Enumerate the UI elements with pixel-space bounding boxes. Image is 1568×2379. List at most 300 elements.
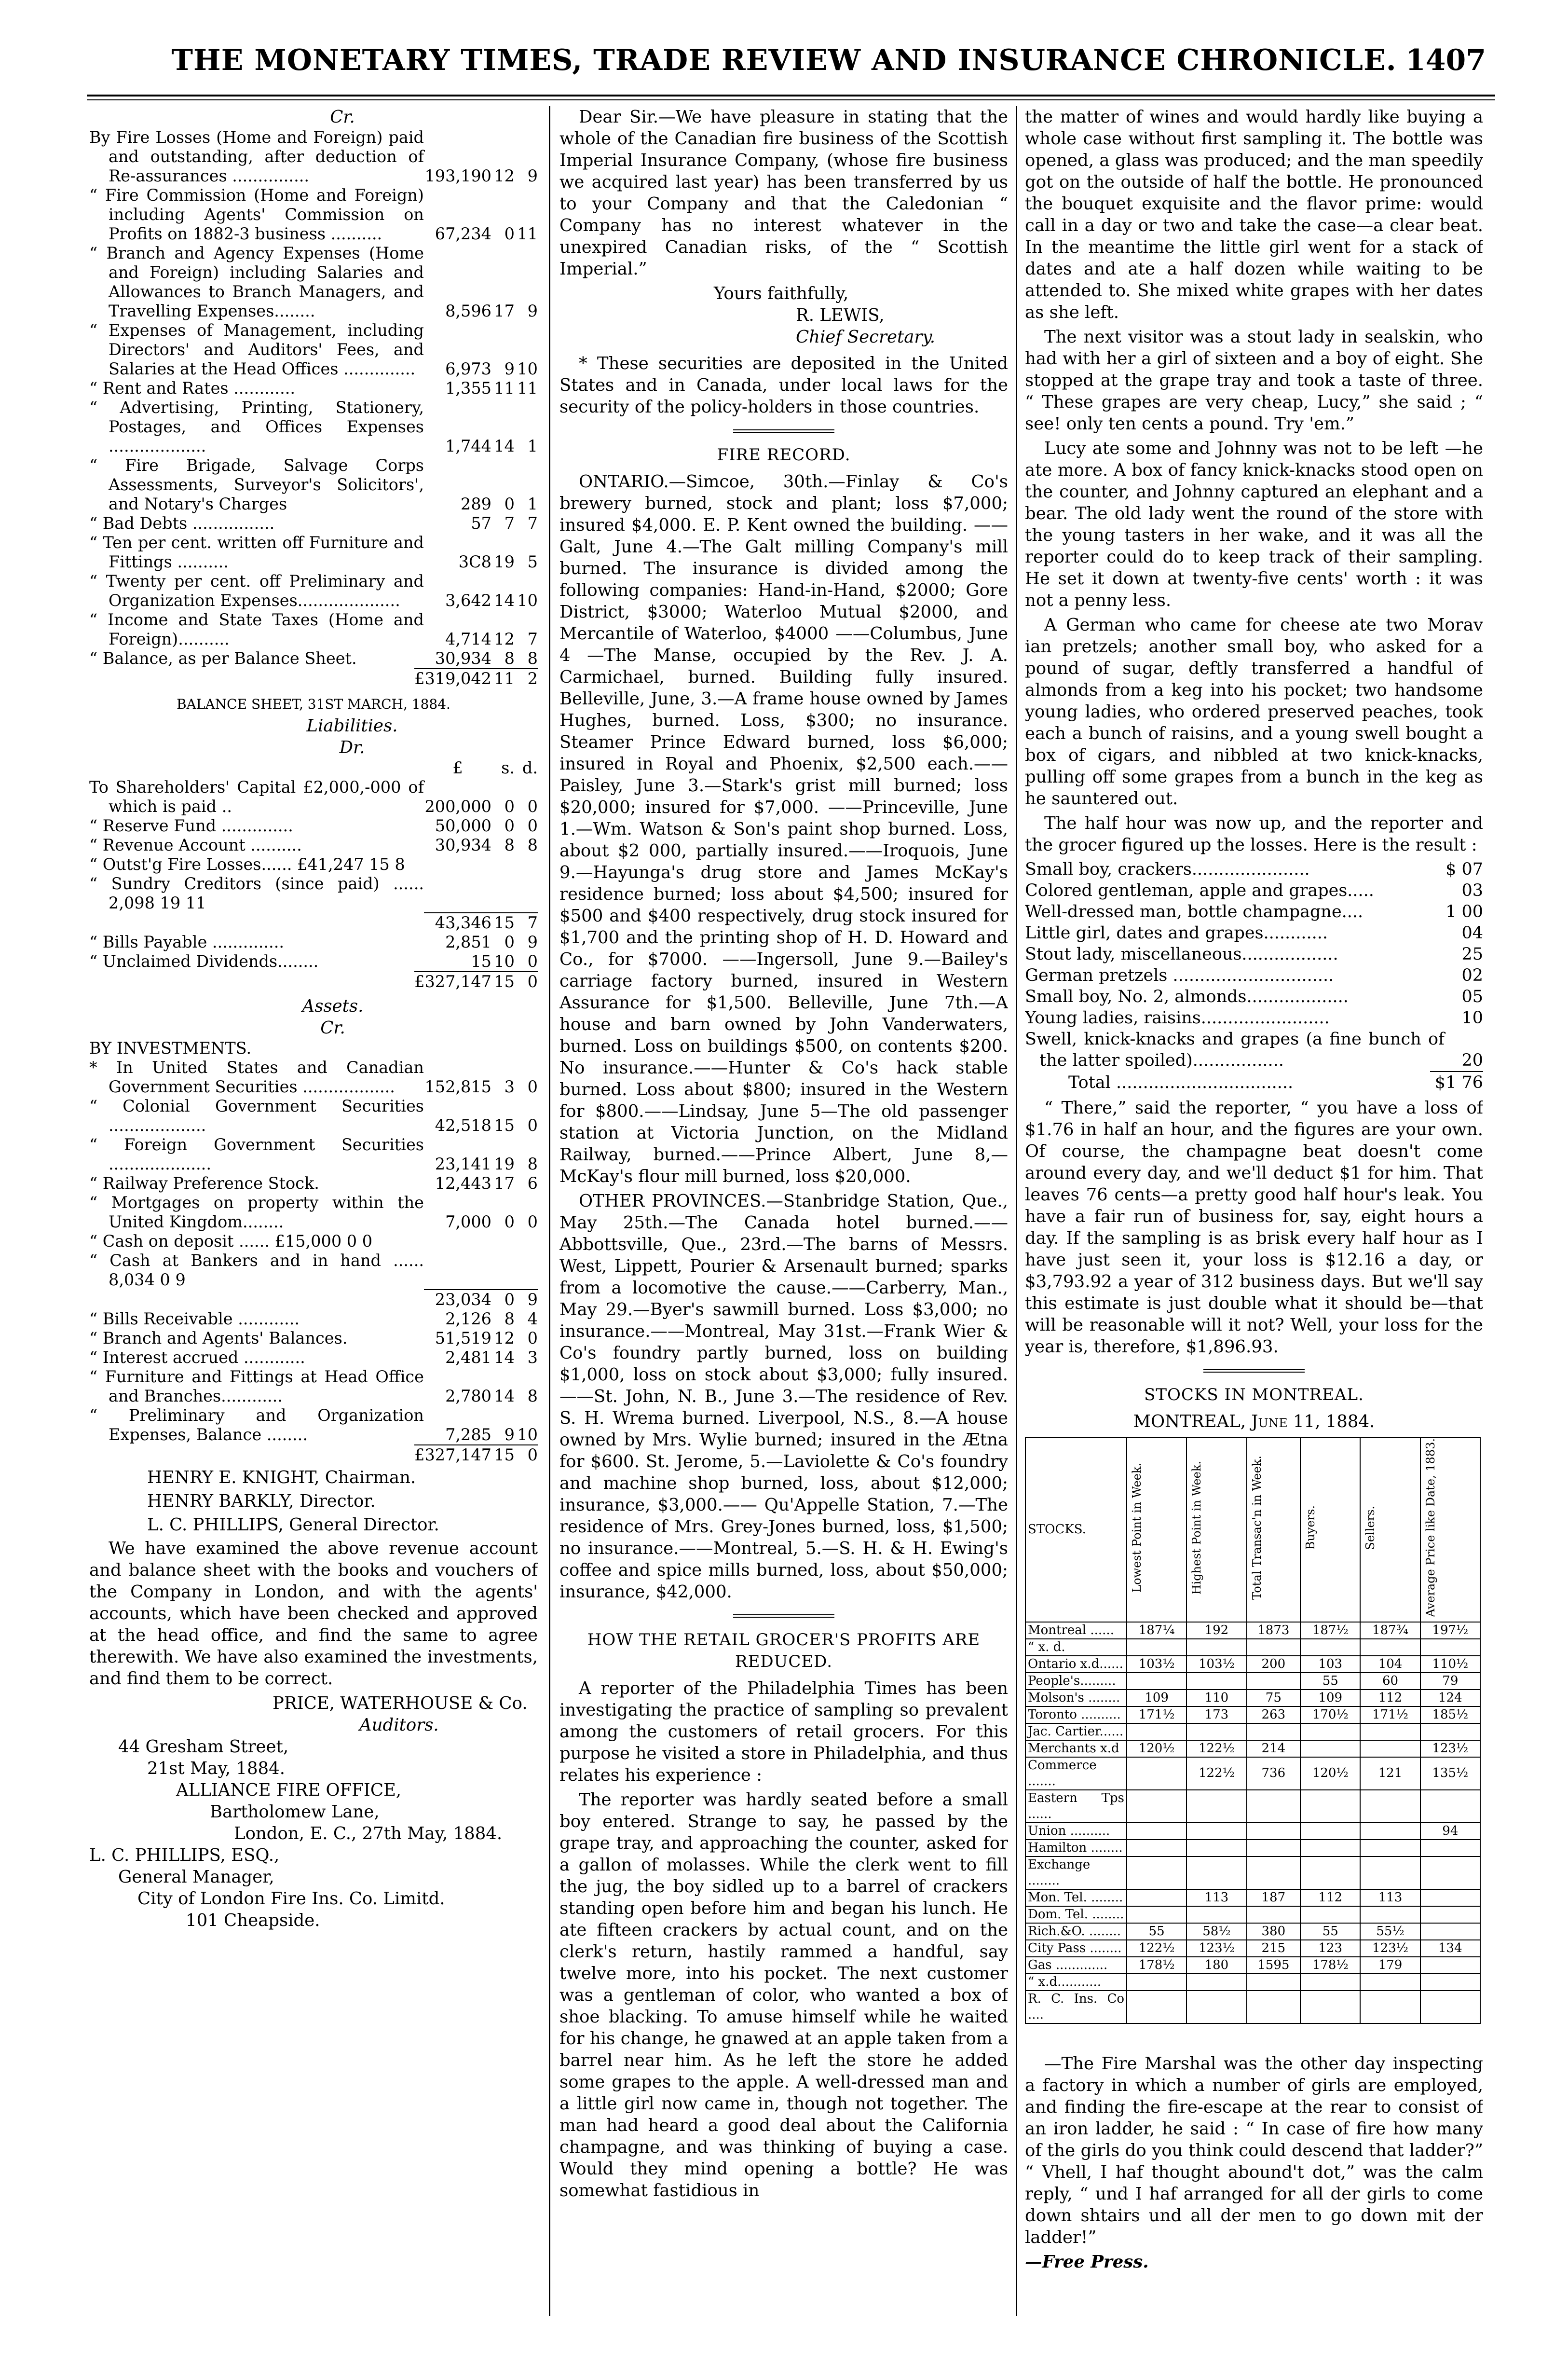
ledger-label: To Shareholders' Capital £2,000,-000 of which is paid .. [89,778,424,816]
ledger-value: 9 [504,359,515,378]
column-2 [559,106,1008,2316]
ledger-row [89,933,538,952]
stock-value [1420,1639,1480,1656]
recipient-name: L. C. PHILLIPS, ESQ., [89,1845,280,1865]
letter-signer: R. LEWIS, [796,305,885,325]
stock-name: Toronto .......... [1025,1706,1127,1723]
ledger-row [89,1174,538,1193]
ledger-row [89,514,538,533]
ledger-value: 5 [527,552,538,571]
grocer-article-continued: the matter of wines and would hardly like buying a whole case without first sampling it. The bottle was opened, a glass was produced; and the man speedily got on the outside of half the bottle. He pronounced the bouquet exquisite and the flavor prime: would call in a day or two and take the case—a clear beat. In the meantime the little girl went for a stack of dates and ate a half dozen while waiting to be attended to. She mixed white grapes with her dates as she left. [1025,107,1483,322]
stock-value: 103 [1300,1656,1360,1673]
ledger-value: 1,744 [445,437,491,455]
letter-body: Dear Sir.—We have pleasure in stating that the whole of the Canadian fire business of the Scottish Imperial Insurance Company, (whose fire business we acquired last year) has been transferred by us to your Company and that the Caledonian “ Company has no interest whatever in the unexpired Canadian risks, of the “ Scottish Imperial.” [559,107,1008,279]
stock-name: Ontario x.d...... [1025,1656,1127,1673]
stocks-row [1025,1656,1480,1673]
header-rule-thin [87,99,1495,100]
grocer-article-paragraph: A reporter of the Philadelphia Times has been investigating the practice of sampling so prevalent among the customers of retail grocers. For this purpose he visited a store in Philadelphia, and thus relates his experience : [559,1678,1008,1785]
stock-value [1247,1840,1301,1856]
ledger-label: “ Bills Payable .............. [89,933,284,951]
ledger-value: 2,780 [445,1387,491,1405]
ledger-row [89,952,538,971]
ledger-label: BY INVESTMENTS. [89,1039,252,1058]
stock-value [1360,1639,1420,1656]
stock-value: 736 [1247,1757,1301,1790]
stock-value: 60 [1360,1673,1420,1690]
stock-value [1360,1740,1420,1757]
stock-value [1300,1840,1360,1856]
section-separator [733,429,834,433]
stock-value: 178½ [1300,1957,1360,1974]
ledger-value: 15 [471,952,491,971]
ledger-row [89,1135,538,1174]
ledger-value [491,1039,515,1058]
stock-value [1186,1906,1246,1923]
ledger-label: “ Foreign Government Securities .................... [89,1135,424,1173]
stock-name: People's......... [1025,1673,1127,1690]
stock-value [1127,1757,1186,1790]
loss-row [1025,1029,1483,1071]
revenue-account-table [89,128,538,668]
loss-label: Young ladies, raisins........................ [1025,1008,1330,1028]
ledger-value: 0 [504,1212,515,1231]
ledger-label: “ Fire Brigade, Salvage Corps Assessments, Surveyor's Solicitors', and Notary's Charges [89,456,424,513]
ledger-value: 7 [527,630,538,648]
ledger-label: “ Unclaimed Dividends........ [89,952,319,971]
stock-value: 104 [1360,1656,1420,1673]
ledger-label: “ Bad Debts ................ [89,514,275,533]
ledger-value: 7,000 [445,1212,491,1231]
ledger-value: 0 [527,1116,538,1135]
stock-value [1127,1840,1186,1856]
ledger-row [89,186,538,244]
stock-value: 192 [1186,1622,1246,1639]
stock-value [1360,1723,1420,1740]
stock-value [1420,1974,1480,1991]
stocks-date: MONTREAL, June 11, 1884. [1133,1412,1375,1431]
ledger-value: 0 [491,1290,515,1309]
stock-value: 94 [1420,1823,1480,1840]
ledger-value: 12 [494,1329,515,1348]
stock-value: 380 [1247,1923,1301,1940]
assets-cr-heading: Cr. [320,1018,345,1038]
ledger-value [515,874,538,913]
ledger-row [89,1290,538,1309]
stock-value [1300,1790,1360,1823]
stocks-row [1025,1906,1480,1923]
stocks-column-label: Highest Point in Week. [1190,1460,1204,1595]
stock-value [1247,1991,1301,2023]
loss-label: Small boy, crackers...................... [1025,860,1310,879]
ledger-value: 15 [491,913,515,933]
ledger-value: 23,034 [424,1290,491,1309]
loss-label: Swell, knick-knacks and grapes (a fine bunch of the latter spoiled)................. [1025,1030,1445,1070]
section-separator [733,1614,834,1618]
recipient-company: City of London Fire Ins. Co. Limitd. [137,1889,445,1909]
audit-statement: We have examined the above revenue account and balance sheet with the books and vouchers of the Company in London, and with the agents' accounts, which have been checked and approved at the head office, and find the same to agree therewith. We have also examined the investments, and find them to be correct. [89,1539,538,1689]
header-rule [87,95,1495,96]
address-date: 21st May, 1884. [147,1759,285,1778]
ledger-row [89,1058,538,1097]
ledger-row [89,816,538,836]
loss-label: German pretzels .............................. [1025,966,1334,985]
ledger-value: 3C8 [458,552,491,571]
stock-name: Merchants x.d [1025,1740,1127,1757]
stock-value: 123½ [1360,1940,1420,1957]
loss-label: Well-dressed man, bottle champagne.... [1025,902,1363,921]
losses-table [1025,859,1483,1071]
liabilities-heading: Liabilities. [306,716,398,736]
ledger-value: 19 [494,1155,515,1173]
ledger-row [89,456,538,514]
stock-value: 123½ [1186,1940,1246,1957]
address-line: 44 Gresham Street, [118,1737,289,1757]
stock-value: 120½ [1127,1740,1186,1757]
stocks-column-label: STOCKS. [1028,1522,1086,1537]
stock-value: 55½ [1360,1923,1420,1940]
stock-value [1420,1991,1480,2023]
revenue-cr-heading: Cr. [330,107,355,127]
stock-value: 1873 [1247,1622,1301,1639]
ledger-value: 12 [494,630,515,648]
stock-value: 109 [1127,1690,1186,1706]
stock-name: Commerce ....... [1025,1757,1127,1790]
ledger-value: £319,042 [414,669,491,688]
stocks-row [1025,1856,1480,1889]
stock-value [1300,1740,1360,1757]
ledger-value: 3 [504,1077,515,1096]
dr-heading: Dr. [339,738,365,757]
stock-name: Molson's ........ [1025,1690,1127,1706]
ledger-value: 0 [504,495,515,513]
ledger-label: “ Fire Commission (Home and Foreign) including Agents' Commission on Profits on 1882-3 business .......... [89,186,424,243]
ledger-row [89,913,538,933]
stock-value [1300,1991,1360,2023]
ledger-row [89,1251,538,1290]
stock-value: 122½ [1127,1940,1186,1957]
ledger-value: 152,815 [424,1077,491,1096]
stock-value: 134 [1420,1940,1480,1957]
losses-total-label: Total ................................. [1068,1073,1294,1092]
ledger-value: 14 [494,591,515,610]
page-header [72,29,1496,92]
ledger-row [89,1193,538,1232]
stock-name: Hamilton ........ [1025,1840,1127,1856]
ledger-value [491,874,515,913]
ledger-value: 8 [504,1309,515,1328]
ledger-row [89,1329,538,1348]
stock-name: Gas ............. [1025,1957,1127,1974]
stock-value [1127,1889,1186,1906]
loss-value: 04 [1461,923,1483,943]
loss-row [1025,986,1483,1007]
ledger-value: 57 [471,514,491,533]
ledger-label: “ Rent and Rates ............ [89,379,296,398]
ledger-value: 11 [491,669,515,688]
stock-value [1247,1673,1301,1690]
ledger-label: “ Sundry Creditors (since paid) ...... 2,098 19 11 [89,874,424,912]
alliance-office: ALLIANCE FIRE OFFICE, [176,1780,402,1800]
liabilities-table [89,778,538,971]
stock-value: 124 [1420,1690,1480,1706]
stocks-row [1025,1639,1480,1656]
page-number: 1407 [1405,43,1486,77]
ledger-value: 193,190 [424,166,491,185]
stocks-column-header [1300,1438,1360,1622]
column-headings [89,758,538,778]
stock-value [1360,1790,1420,1823]
loss-row [1025,859,1483,880]
stock-value [1247,1723,1301,1740]
ledger-value: 0 [504,224,515,243]
ledger-value: 10 [517,1425,538,1444]
stock-value: 200 [1247,1656,1301,1673]
ledger-value: 12,443 [435,1174,491,1193]
ledger-label: “ Branch and Agency Expenses (Home and Foreign) including Salaries and Allowances to Branch Managers, and Travelling Expenses........ [89,244,424,320]
ledger-label: “ Colonial Government Securities ................... [89,1097,424,1135]
fire-marshal-source: —Free Press. [1025,2252,1149,2272]
stocks-column-label: Lowest Point in Week. [1130,1462,1144,1593]
ledger-value: 43,346 [424,913,491,933]
assets-heading: Assets. [302,996,364,1016]
stock-value [1300,1974,1360,1991]
ledger-value: 0 [515,972,538,991]
stock-name: Jac. Cartier...... [1025,1723,1127,1740]
stocks-row [1025,1673,1480,1690]
stock-value: 215 [1247,1940,1301,1957]
stock-value [1360,1974,1420,1991]
stock-value: 185½ [1420,1706,1480,1723]
ledger-label: “ Furniture and Fittings at Head Office and Branches............ [89,1367,424,1405]
ledger-value: 0 [527,1212,538,1231]
ledger-value: 9 [527,166,538,185]
ledger-value [424,1232,491,1251]
ledger-row [89,1232,538,1251]
stock-value [1186,1673,1246,1690]
ledger-value: 17 [494,302,515,320]
alliance-date: London, E. C., 27th May, 1884. [234,1824,503,1843]
stock-name: City Pass ........ [1025,1940,1127,1957]
ledger-value: 10 [517,591,538,610]
ledger-row [89,778,538,816]
ledger-value [424,874,491,913]
stock-value: 179 [1360,1957,1420,1974]
ledger-value: 8,596 [445,302,491,320]
stock-name: Rich.&O. ........ [1025,1923,1127,1940]
loss-value: $ 07 [1445,860,1483,879]
journal-title: THE MONETARY TIMES, TRADE REVIEW AND INSURANCE CHRONICLE. [171,43,1397,77]
ledger-row [89,1406,538,1444]
stock-value: 173 [1186,1706,1246,1723]
ledger-label: “ Interest accrued ............ [89,1348,305,1367]
ledger-value [515,1039,538,1058]
ledger-label: “ Mortgages on property within the United Kingdom........ [89,1193,424,1231]
ledger-value: 0 [504,816,515,835]
stock-name: Eastern Tps ...... [1025,1790,1127,1823]
ledger-value: 11 [494,379,515,398]
ledger-value: 17 [494,1174,515,1193]
stocks-row [1025,1823,1480,1840]
losses-total-value: $1 76 [1430,1072,1483,1093]
stock-value: 110½ [1420,1656,1480,1673]
ledger-value: 10 [517,359,538,378]
ledger-value: 14 [494,1387,515,1405]
stocks-table [1025,1437,1481,2024]
ledger-row [89,398,538,456]
ledger-value: 7 [515,913,538,933]
stock-value [1360,1906,1420,1923]
stocks-row [1025,1622,1480,1639]
ledger-value: 8 [527,836,538,854]
stock-value [1360,1856,1420,1889]
ledger-value: £327,147 [414,1445,491,1464]
ledger-value: 15 [494,1116,515,1135]
stock-value [1300,1856,1360,1889]
stocks-row [1025,1974,1480,1991]
stock-name: Mon. Tel. ........ [1025,1889,1127,1906]
loss-label: Little girl, dates and grapes............ [1025,923,1328,943]
stock-value [1127,1823,1186,1840]
stock-value [1247,1639,1301,1656]
ledger-value: 4 [527,1309,538,1328]
stock-value: 58½ [1186,1923,1246,1940]
grocer-article-paragraph: “ There,” said the reporter, “ you have a loss of $1.76 in half an hour, and the figures are your own. Of course, the champagne beat doesn't come around every day, and we'll deduct $1 for him. That leaves 76 cents—a pretty good half hour's leak. You have a fair run of business for, say, eight hours a day. If the sampling is as brisk every half hour as I have just seen it, your loss is $12.16 a day, or $3,793.92 a year of 312 business days. But we'll say this estimate is just double what it should be—that will be reasonable will it not? Well, your loss for the year is, therefore, $1,896.93. [1025,1098,1483,1357]
loss-label: Colored gentleman, apple and grapes..... [1025,881,1374,900]
section-separator [1203,1369,1305,1373]
ledger-value: 0 [527,816,538,835]
stock-value [1186,1974,1246,1991]
ledger-value: 2,126 [445,1309,491,1328]
letter-closing: Yours faithfully, [714,284,849,303]
ledger-value: 4,714 [445,630,491,648]
stock-value [1186,1790,1246,1823]
stocks-row [1025,1723,1480,1740]
grocer-article-paragraph: Lucy ate some and Johnny was not to be left —he ate more. A box of fancy knick-knacks stood open on the counter, and Johnny captured an elephant and a bear. The old lady went the round of the store with the young tasters in her wake, and it was all the reporter could do to keep track of their sampling. He set it down at twenty-five cents' worth : it was not a penny less. [1025,439,1483,610]
stock-name: Montreal ...... [1025,1622,1127,1639]
stock-value [1127,1723,1186,1740]
stock-value [1420,1790,1480,1823]
stock-value: 55 [1127,1923,1186,1940]
ledger-value [424,1039,491,1058]
ledger-value [424,1251,491,1290]
ledger-value: 7,285 [445,1425,491,1444]
losses-total-row [1025,1071,1483,1093]
stock-value: 1595 [1247,1957,1301,1974]
ledger-value: 6 [527,1174,538,1193]
loss-row [1025,880,1483,901]
stock-value [1420,1889,1480,1906]
ledger-row [89,649,538,668]
ledger-value: 2,851 [445,933,491,951]
grocer-article-paragraph: A German who came for cheese ate two Morav ian pretzels; another small boy, who asked for a pound of sugar, deftly transferred a handful of almonds from a keg into his pocket; two handsome young ladies, who ordered preserved peaches, took each a bunch of raisins, and a young swell bought a box of cigars, and nibbled at two knick-knacks, pulling off some grapes from a bunch in the keg as he sauntered out. [1025,615,1483,809]
stocks-column-header [1186,1438,1246,1622]
ledger-value: 67,234 [435,224,491,243]
pounds-heading: £ [452,758,463,777]
ledger-value: 0 [527,797,538,816]
stock-value [1247,1856,1301,1889]
assets-total [89,1444,538,1465]
stock-name: Exchange ........ [1025,1856,1127,1889]
stock-value [1300,1639,1360,1656]
stock-value: 187¾ [1360,1622,1420,1639]
ledger-label: “ Outst'g Fire Losses...... £41,247 15 8 [89,855,405,874]
stock-value: 110 [1186,1690,1246,1706]
stock-value [1420,1856,1480,1889]
ledger-value: 42,518 [435,1116,491,1135]
grocer-article-paragraph: The next visitor was a stout lady in sealskin, who had with her a girl of sixteen and a boy of eight. She stopped at the grape tray and took a taste of three. “ These grapes are very cheap, Lucy,” she said ; “ see! only ten cents a pound. Try 'em.” [1025,327,1483,434]
stock-value: 122½ [1186,1740,1246,1757]
stock-value: 103½ [1186,1656,1246,1673]
ledger-value: 2 [515,669,538,688]
signature-director: HENRY BARKLY, Director. [147,1491,376,1511]
grocer-article-heading: HOW THE RETAIL GROCER'S PROFITS ARE REDUCED. [587,1630,981,1671]
stocks-column-header [1127,1438,1186,1622]
ledger-value: 0 [515,1445,538,1465]
stock-value [1127,1856,1186,1889]
stocks-column-label: Average Price like Date, 1883. [1423,1438,1437,1617]
ledger-label [89,1290,424,1309]
ledger-label: “ Twenty per cent. off Preliminary and Organization Expenses.................... [89,572,424,610]
stock-value: 187¼ [1127,1622,1186,1639]
stock-value [1247,1823,1301,1840]
column-3 [1025,106,1483,2316]
stock-value [1127,1906,1186,1923]
stocks-heading: STOCKS IN MONTREAL. [1144,1385,1364,1404]
pence-heading: d. [522,758,538,777]
ledger-value: 14 [494,1348,515,1367]
ledger-value: 30,934 [435,836,491,854]
ledger-value [515,855,538,874]
revenue-total [89,668,538,688]
loss-value: 10 [1461,1008,1483,1028]
loss-value: 02 [1461,966,1483,985]
ledger-row [89,321,538,379]
stock-value [1420,1923,1480,1940]
stock-value [1300,1723,1360,1740]
ledger-value: £327,147 [414,972,491,991]
stock-value: 122½ [1186,1757,1246,1790]
ledger-label: * In United States and Canadian Government Securities .................. [89,1058,424,1096]
ledger-label [89,913,424,933]
loss-value: 05 [1461,987,1483,1006]
stocks-row [1025,1706,1480,1723]
ledger-label: “ Railway Preference Stock. [89,1174,319,1193]
loss-row [1025,922,1483,944]
stocks-header-row [1025,1438,1480,1622]
ledger-value [515,1232,538,1251]
stocks-row [1025,1740,1480,1757]
stock-value: 109 [1300,1690,1360,1706]
ledger-value [491,1251,515,1290]
ledger-value: 51,519 [435,1329,491,1348]
ledger-label: “ Cash on deposit ...... £15,000 0 0 [89,1232,373,1251]
stock-value: 113 [1360,1889,1420,1906]
loss-row [1025,944,1483,965]
balance-sheet-heading: BALANCE SHEET, 31ST MARCH, 1884. [177,696,450,712]
stock-value: 55 [1300,1673,1360,1690]
ledger-label: “ Expenses of Management, including Directors' and Auditors' Fees, and Salaries at the Head Offices .............. [89,321,424,378]
loss-value: 03 [1461,881,1483,900]
column-rule-2 [1016,106,1017,2316]
ledger-value: 14 [494,437,515,455]
recipient-address: 101 Cheapside. [186,1911,320,1930]
stock-value: 123½ [1420,1740,1480,1757]
ledger-row [89,244,538,321]
stock-value [1127,1639,1186,1656]
stock-value: 113 [1186,1889,1246,1906]
stock-value [1127,1991,1186,2023]
ledger-row [89,874,538,913]
